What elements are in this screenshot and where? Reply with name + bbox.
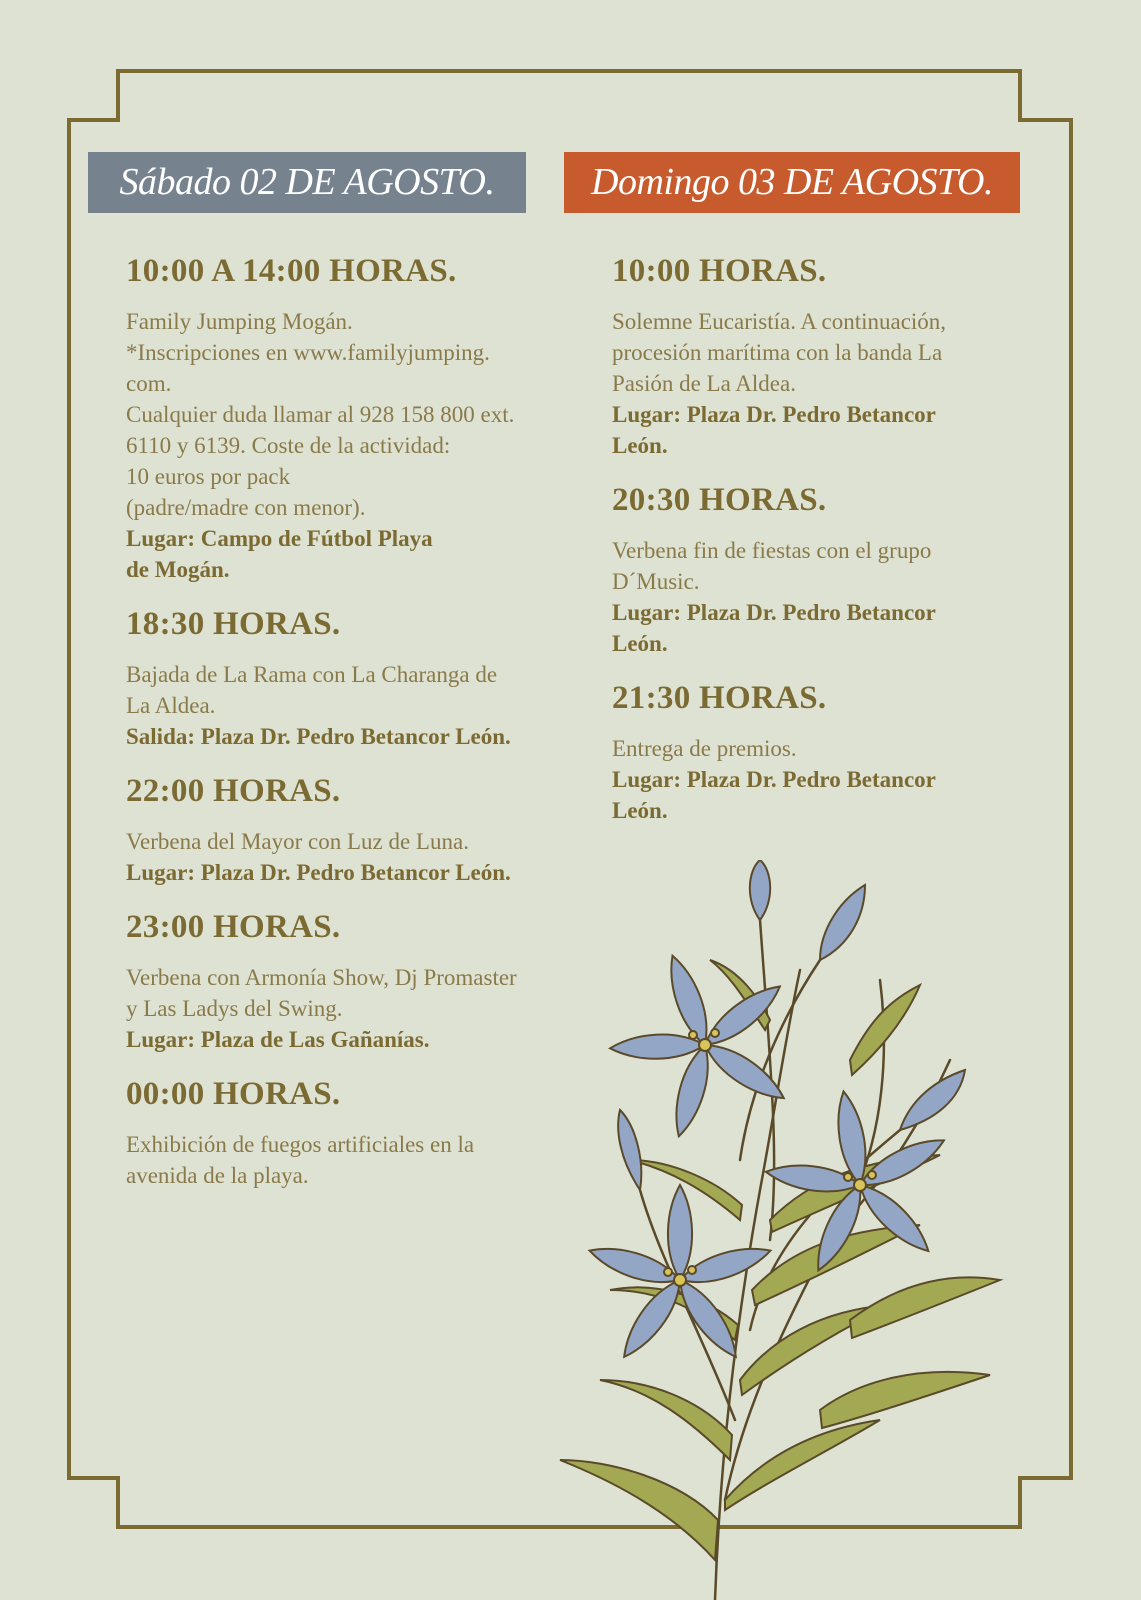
event-sun-3 [612, 677, 1012, 826]
event-sun-1 [612, 250, 1012, 461]
event-description: Pasión de La Aldea. [612, 371, 796, 396]
bluebell-flowers-illustration [520, 860, 1060, 1600]
event-description: Solemne Eucaristía. A continuación, [612, 309, 947, 334]
day-header-saturday: Sábado 02 DE AGOSTO. [88, 152, 526, 213]
event-description: 10 euros por pack [126, 464, 291, 489]
event-description: procesión marítima con la banda La [612, 340, 943, 365]
event-description: Exhibición de fuegos artificiales en la [126, 1132, 475, 1157]
event-place: León. [612, 433, 668, 458]
event-sat-4 [126, 906, 576, 1055]
event-sat-2 [126, 603, 576, 752]
event-place: Lugar: Plaza Dr. Pedro Betancor [612, 402, 936, 427]
event-place: León. [612, 631, 668, 656]
sunday-schedule [612, 250, 1012, 844]
event-description: D´Music. [612, 569, 700, 594]
event-place: León. [612, 798, 668, 823]
event-description: Verbena fin de fiestas con el grupo [612, 538, 932, 563]
event-time: 00:00 HORAS. [126, 1076, 341, 1112]
event-place: Lugar: Plaza Dr. Pedro Betancor León. [126, 860, 511, 885]
event-description: 6110 y 6139. Coste de la actividad: [126, 433, 451, 458]
event-sat-5 [126, 1073, 576, 1191]
event-place: Salida: Plaza Dr. Pedro Betancor León. [126, 724, 511, 749]
event-description: Verbena con Armonía Show, Dj Promaster [126, 965, 517, 990]
event-place: Lugar: Campo de Fútbol Playa [126, 526, 433, 551]
event-description: (padre/madre con menor). [126, 495, 366, 520]
event-time: 20:30 HORAS. [612, 482, 827, 518]
event-description: Bajada de La Rama con La Charanga de [126, 662, 498, 687]
event-description: Family Jumping Mogán. [126, 309, 353, 334]
event-description: La Aldea. [126, 693, 216, 718]
event-time: 10:00 HORAS. [612, 253, 827, 289]
saturday-schedule [126, 250, 576, 1209]
event-place: Lugar: Plaza Dr. Pedro Betancor [612, 767, 936, 792]
event-description: *Inscripciones en www.familyjumping. [126, 340, 490, 365]
event-description: Verbena del Mayor con Luz de Luna. [126, 829, 469, 854]
event-time: 22:00 HORAS. [126, 773, 341, 809]
event-description: Cualquier duda llamar al 928 158 800 ext. [126, 402, 515, 427]
event-time: 18:30 HORAS. [126, 606, 341, 642]
event-place: Lugar: Plaza Dr. Pedro Betancor [612, 600, 936, 625]
event-sat-3 [126, 770, 576, 888]
event-time: 21:30 HORAS. [612, 680, 827, 716]
event-description: Entrega de premios. [612, 736, 797, 761]
day-header-sunday: Domingo 03 DE AGOSTO. [564, 152, 1020, 213]
event-place: de Mogán. [126, 557, 230, 582]
event-sun-2 [612, 479, 1012, 659]
event-description: avenida de la playa. [126, 1163, 309, 1188]
event-description: com. [126, 371, 172, 396]
event-place: Lugar: Plaza de Las Gañanías. [126, 1027, 430, 1052]
event-description: y Las Ladys del Swing. [126, 996, 343, 1021]
event-time: 10:00 A 14:00 HORAS. [126, 253, 457, 289]
event-sat-1 [126, 250, 576, 585]
event-time: 23:00 HORAS. [126, 909, 341, 945]
